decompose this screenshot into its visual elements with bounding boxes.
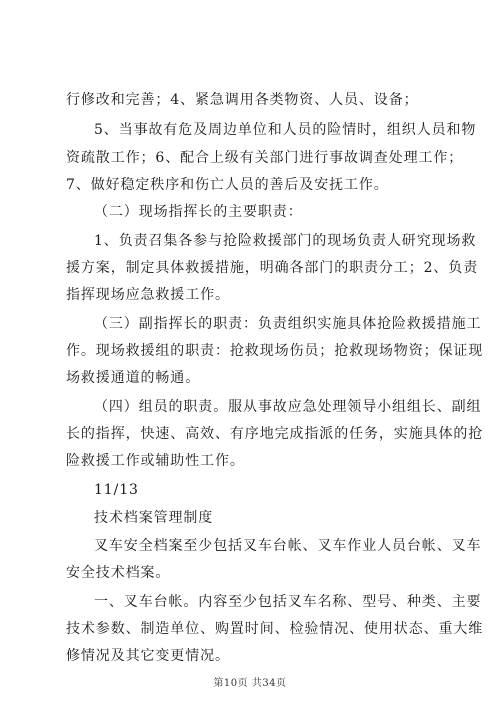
text-line: （三）副指挥长的职责：负责组织实施具体抢险救援措施工 <box>94 316 482 332</box>
text-line: 指挥现场应急救援工作。 <box>66 287 230 303</box>
text-line: 1、负责召集各参与抢险救援部门的现场负责人研究现场救 <box>94 233 477 249</box>
page-footer: 第10页 共34页 <box>213 678 287 689</box>
section-heading: （二）现场指挥长的主要职责： <box>94 204 303 220</box>
text-line: 5、当事故有危及周边单位和人员的险情时，组织人员和物 <box>94 122 477 138</box>
text-line: 技术参数、制造单位、购置时间、检验情况、使用状态、重大维 <box>66 621 484 637</box>
text-line: 资疏散工作；6、配合上级有关部门进行事故调查处理工作； <box>66 150 464 166</box>
text-line: 7、做好稳定秩序和伤亡人员的善后及安抚工作。 <box>66 177 389 193</box>
text-line: 修情况及其它变更情况。 <box>66 648 230 664</box>
text-line: 叉车安全档案至少包括叉车台帐、叉车作业人员台帐、叉车 <box>94 538 482 554</box>
page-marker: 11/13 <box>94 482 139 498</box>
text-line: 险救援工作或辅助性工作。 <box>66 453 245 469</box>
section-title: 技术档案管理制度 <box>94 510 214 526</box>
text-line: 长的指挥，快速、高效、有序地完成指派的任务，实施具体的抢 <box>66 426 484 442</box>
text-line: （四）组员的职责。服从事故应急处理领导小组组长、副组 <box>94 399 482 415</box>
text-line: 一、叉车台帐。内容至少包括叉车名称、型号、种类、主要 <box>94 594 482 610</box>
text-line: 行修改和完善；4、紧急调用各类物资、人员、设备； <box>66 92 419 108</box>
text-line: 援方案，制定具体救援措施，明确各部门的职责分工；2、负责 <box>66 260 479 276</box>
text-line: 安全技术档案。 <box>66 565 171 581</box>
text-line: 作。现场救援组的职责：抢救现场伤员；抢救现场物资；保证现 <box>66 343 484 359</box>
text-line: 场救援通道的畅通。 <box>66 370 201 386</box>
